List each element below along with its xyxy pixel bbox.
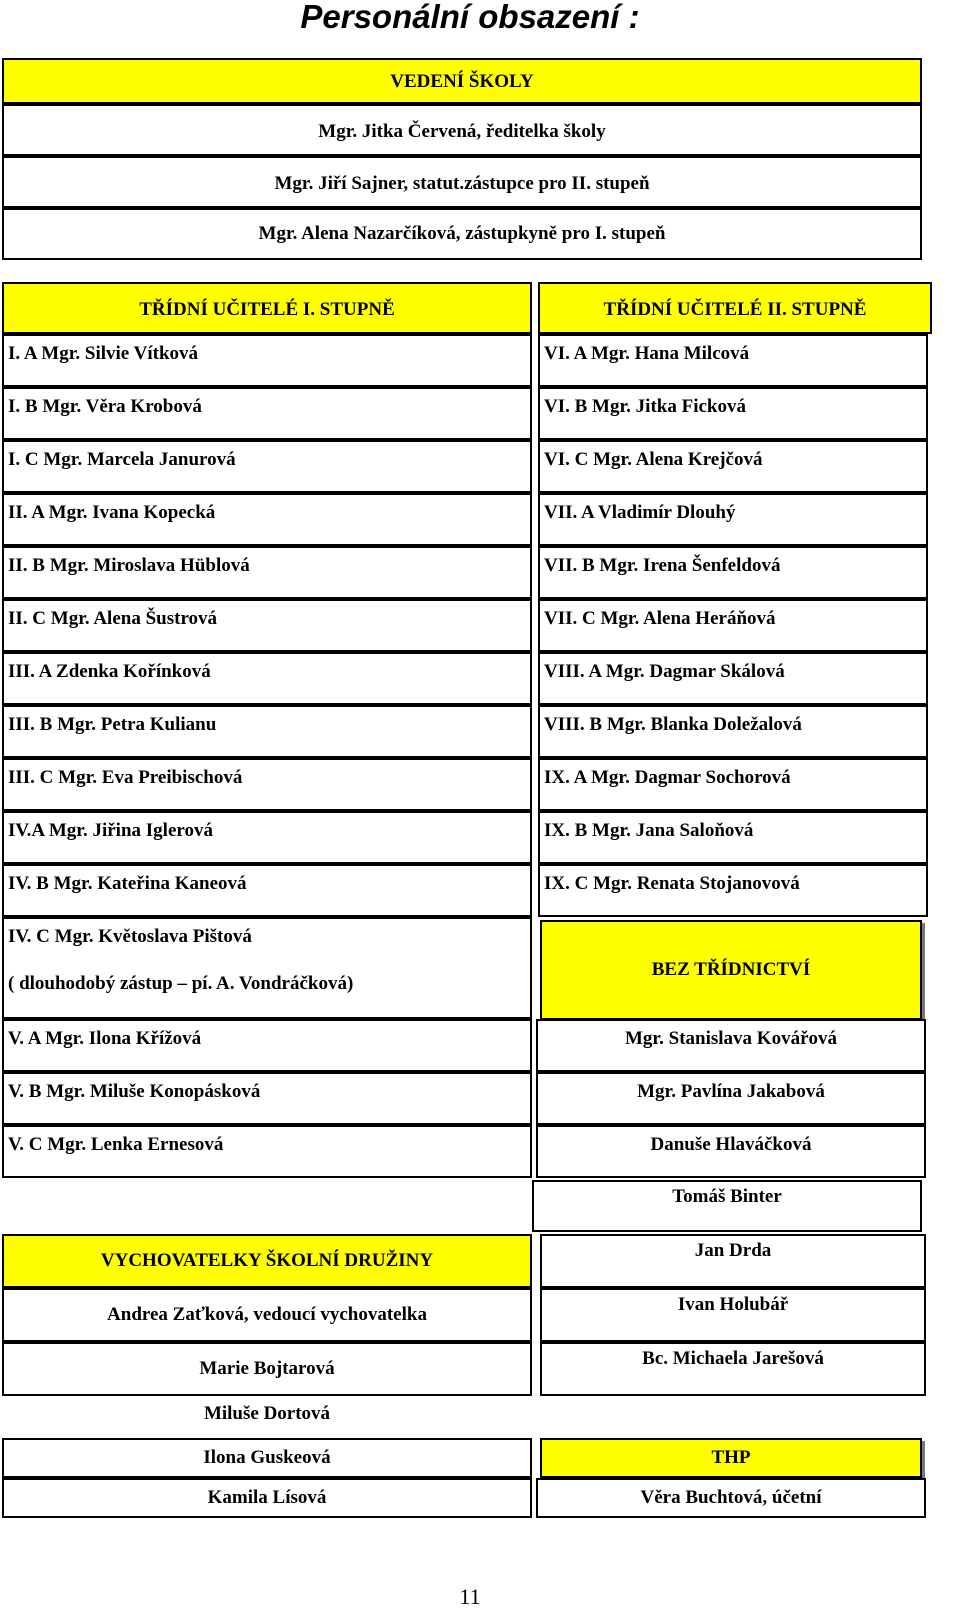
bez-row (540, 1234, 926, 1288)
bez-row-text: Mgr. Stanislava Kovářová (625, 1028, 837, 1049)
first-grade-row (2, 1072, 532, 1125)
druzina-row-text: Andrea Zaťková, vedoucí vychovatelka (107, 1304, 427, 1325)
second-grade-row-text: IX. C Mgr. Renata Stojanovová (544, 873, 800, 894)
first-grade-row (2, 1019, 532, 1072)
druzina-row-unboxed: Miluše Dortová (203, 1403, 331, 1424)
bez-row (536, 1125, 926, 1178)
second-grade-row (538, 546, 928, 599)
bez-heading (540, 920, 922, 1020)
bez-row (536, 1019, 926, 1072)
vedeni-row (2, 208, 922, 260)
first-grade-row (2, 546, 532, 599)
second-grade-row-text: VII. A Vladimír Dlouhý (544, 502, 736, 523)
second-grade-row (538, 599, 928, 652)
bez-row-text: Mgr. Pavlína Jakabová (637, 1081, 825, 1102)
vedeni-heading-text: VEDENÍ ŠKOLY (390, 71, 534, 92)
first-grade-heading-text: TŘÍDNÍ UČITELÉ I. STUPNĚ (139, 299, 395, 320)
bez-row (540, 1342, 926, 1396)
vedeni-row-text: Mgr. Jitka Červená, ředitelka školy (318, 121, 606, 142)
second-grade-row-text: IX. A Mgr. Dagmar Sochorová (544, 767, 791, 788)
second-grade-row (538, 652, 928, 705)
ivc-teacher: IV. C Mgr. Květoslava Pištová (8, 926, 252, 947)
first-grade-row (2, 864, 532, 917)
first-grade-row (2, 758, 532, 811)
bez-heading-text: BEZ TŘÍDNICTVÍ (651, 959, 811, 980)
vedeni-row-text: Mgr. Jiří Sajner, statut.zástupce pro II. stupeň (274, 173, 650, 194)
second-grade-row-text: VIII. A Mgr. Dagmar Skálová (544, 661, 785, 682)
first-grade-row (2, 334, 532, 387)
druzina-row (2, 1478, 532, 1518)
first-grade-row (2, 811, 532, 864)
first-grade-heading (2, 282, 532, 334)
vedeni-row-text: Mgr. Alena Nazarčíková, zástupkyně pro I. stupeň (258, 223, 666, 244)
second-grade-row (538, 493, 928, 546)
first-grade-row (2, 387, 532, 440)
first-grade-row (2, 440, 532, 493)
second-grade-row-text: VIII. B Mgr. Blanka Doležalová (544, 714, 802, 735)
bez-row-text: Tomáš Binter (672, 1186, 782, 1207)
bez-row (540, 1288, 926, 1342)
first-grade-row-text: III. C Mgr. Eva Preibischová (8, 767, 243, 788)
bez-row-text: Danuše Hlaváčková (650, 1134, 812, 1155)
first-grade-row-text: IV. B Mgr. Kateřina Kaneová (8, 873, 247, 894)
thp-row (536, 1478, 926, 1518)
second-grade-row (538, 864, 928, 917)
second-grade-row-text: VI. A Mgr. Hana Milcová (544, 343, 750, 364)
first-grade-row-text: IV.A Mgr. Jiřina Iglerová (8, 820, 213, 841)
first-grade-row-text: II. B Mgr. Miroslava Hüblová (8, 555, 250, 576)
druzina-heading-text: VYCHOVATELKY ŠKOLNÍ DRUŽINY (100, 1250, 434, 1271)
bez-row (536, 1072, 926, 1125)
first-grade-row (2, 652, 532, 705)
second-grade-row (538, 440, 928, 493)
second-grade-row (538, 334, 928, 387)
first-grade-row-text: V. B Mgr. Miluše Konopásková (8, 1081, 261, 1102)
first-grade-row-text: II. A Mgr. Ivana Kopecká (8, 502, 216, 523)
first-grade-row (2, 493, 532, 546)
druzina-row-text: Kamila Lísová (207, 1487, 327, 1508)
second-grade-row (538, 705, 928, 758)
vedeni-row (2, 156, 922, 208)
second-grade-row (538, 387, 928, 440)
druzina-row (2, 1438, 532, 1478)
first-grade-row-text: II. C Mgr. Alena Šustrová (8, 608, 218, 629)
first-grade-row (2, 1125, 532, 1178)
second-grade-row-text: VII. C Mgr. Alena Heráňová (544, 608, 776, 629)
first-grade-row-text: I. A Mgr. Silvie Vítková (8, 343, 199, 364)
first-grade-row-text: V. C Mgr. Lenka Ernesová (8, 1134, 224, 1155)
thp-heading (540, 1438, 922, 1478)
second-grade-row-text: VI. B Mgr. Jitka Ficková (544, 396, 746, 417)
thp-heading-text: THP (711, 1447, 751, 1468)
bez-row-text: Bc. Michaela Jarešová (642, 1348, 824, 1369)
bez-row-text: Ivan Holubář (677, 1294, 789, 1315)
second-grade-heading (538, 282, 932, 334)
first-grade-row-ivc (2, 917, 532, 1019)
page-number: 11 (459, 1584, 481, 1609)
druzina-heading (2, 1234, 532, 1288)
druzina-row (2, 1288, 532, 1342)
thp-row-text: Věra Buchtová, účetní (640, 1487, 822, 1508)
second-grade-row-text: VI. C Mgr. Alena Krejčová (544, 449, 763, 470)
druzina-row-text: Marie Bojtarová (199, 1358, 335, 1379)
vedeni-row (2, 104, 922, 156)
first-grade-row-text: III. B Mgr. Petra Kulianu (8, 714, 217, 735)
page-title: Personální obsazení : (300, 0, 640, 35)
bez-row-text: Jan Drda (694, 1240, 772, 1261)
bez-row (532, 1180, 922, 1232)
first-grade-row (2, 705, 532, 758)
druzina-row (2, 1342, 532, 1396)
ivc-substitute-note: ( dlouhodobý zástup – pí. A. Vondráčková) (8, 973, 354, 994)
second-grade-row (538, 758, 928, 811)
vedeni-heading (2, 58, 922, 104)
first-grade-row-text: III. A Zdenka Kořínková (8, 661, 211, 682)
second-grade-heading-text: TŘÍDNÍ UČITELÉ II. STUPNĚ (603, 299, 867, 320)
first-grade-row-text: V. A Mgr. Ilona Křížová (8, 1028, 202, 1049)
second-grade-row (538, 811, 928, 864)
first-grade-row-text: I. B Mgr. Věra Krobová (8, 396, 202, 417)
second-grade-row-text: IX. B Mgr. Jana Saloňová (544, 820, 754, 841)
first-grade-row (2, 599, 532, 652)
second-grade-row-text: VII. B Mgr. Irena Šenfeldová (544, 555, 781, 576)
first-grade-row-text: I. C Mgr. Marcela Janurová (8, 449, 236, 470)
druzina-row-text: Ilona Guskeová (203, 1447, 331, 1468)
